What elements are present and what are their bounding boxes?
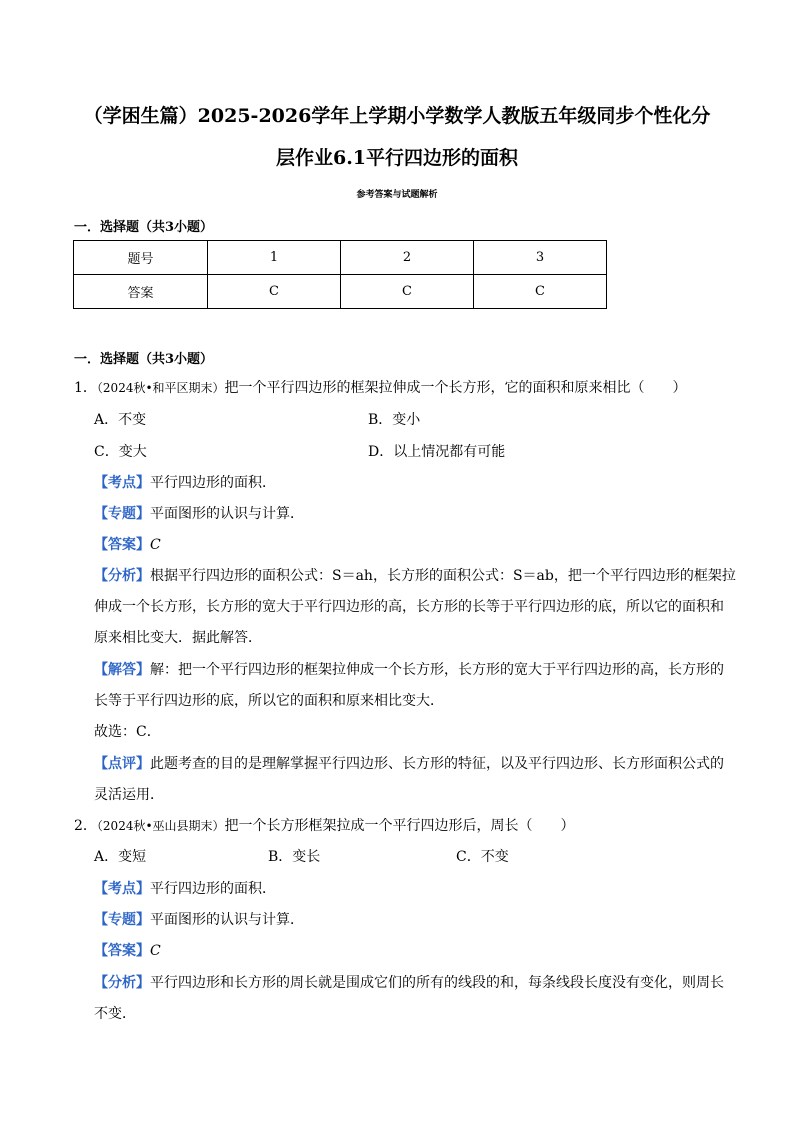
comment-tag: 【点评】	[94, 756, 150, 772]
answer-line	[94, 941, 161, 961]
solution-line-1	[94, 660, 724, 680]
question-number-cell: 3	[474, 241, 607, 275]
answer-text: C	[150, 537, 161, 553]
kaodian-text: 平行四边形的面积．	[150, 881, 276, 897]
question-text: 把一个长方形框架拉成一个平行四边形后，周长（ ）	[224, 818, 575, 834]
answer-cell: C	[341, 275, 474, 309]
option-c: C．不变	[456, 849, 509, 865]
zhuanti-text: 平面图形的认识与计算．	[150, 912, 304, 928]
option-a: A．不变	[94, 412, 147, 428]
solution-text: 解：把一个平行四边形的框架拉伸成一个长方形，长方形的宽大于平行四边形的高，长方形的	[150, 662, 724, 678]
document-title-line-2: 层作业6.1平行四边形的面积	[275, 147, 519, 169]
option-c: C．变大	[94, 444, 147, 460]
chosen-answer: 故选：C．	[94, 724, 161, 740]
kaodian-line	[94, 879, 276, 899]
option-b: B．变小	[368, 412, 421, 428]
analysis-line-2: 伸成一个长方形，长方形的宽大于平行四边形的高，长方形的长等于平行四边形的底，所以它的面积和	[94, 599, 724, 615]
question-2-stem	[74, 816, 575, 836]
analysis-line-3: 原来相比变大．据此解答．	[94, 630, 262, 646]
answer-table	[73, 240, 607, 309]
question-number-cell: 2	[341, 241, 474, 275]
question-1-stem	[74, 378, 687, 398]
kaodian-tag: 【考点】	[94, 475, 150, 491]
answer-cell: C	[474, 275, 607, 309]
section-heading: 一．选择题（共3小题）	[74, 220, 214, 235]
zhuanti-line	[94, 504, 304, 524]
analysis-tag: 【分析】	[94, 975, 150, 991]
answer-tag: 【答案】	[94, 943, 150, 959]
kaodian-line	[94, 473, 276, 493]
kaodian-text: 平行四边形的面积．	[150, 475, 276, 491]
zhuanti-line	[94, 910, 304, 930]
document-title-line-1: （学困生篇）2025-2026学年上学期小学数学人教版五年级同步个性化分	[83, 105, 711, 127]
answer-table-row	[74, 275, 607, 309]
solution-tag: 【解答】	[94, 662, 150, 678]
zhuanti-tag: 【专题】	[94, 506, 150, 522]
kaodian-tag: 【考点】	[94, 881, 150, 897]
question-number: 1．	[74, 380, 97, 396]
answer-text: C	[150, 943, 161, 959]
document-subtitle: 参考答案与试题解析	[356, 190, 438, 200]
comment-line-2: 灵活运用．	[94, 787, 164, 803]
analysis-line-1	[94, 566, 736, 586]
answer-line	[94, 535, 161, 555]
analysis-text: 平行四边形和长方形的周长就是围成它们的所有的线段的和，每条线段长度没有变化，则周长	[150, 975, 724, 991]
option-b: B．变长	[268, 849, 321, 865]
analysis-line-1	[94, 973, 724, 993]
answer-table-row	[74, 241, 607, 275]
comment-text: 此题考查的目的是理解掌握平行四边形、长方形的特征，以及平行四边形、长方形面积公式的	[150, 756, 724, 772]
analysis-tag: 【分析】	[94, 568, 150, 584]
option-a: A．变短	[94, 849, 147, 865]
question-source: （2024秋•和平区期末）	[96, 381, 225, 395]
answer-tag: 【答案】	[94, 537, 150, 553]
question-text: 把一个平行四边形的框架拉伸成一个长方形，它的面积和原来相比（ ）	[224, 380, 687, 396]
comment-line-1	[94, 754, 724, 774]
row-header: 答案	[74, 275, 208, 309]
question-source: （2024秋•巫山县期末）	[96, 819, 225, 833]
analysis-text: 根据平行四边形的面积公式：S＝ah，长方形的面积公式：S＝ab，把一个平行四边形的框架拉	[150, 568, 736, 584]
question-number-cell: 1	[208, 241, 341, 275]
option-d: D．以上情况都有可能	[368, 444, 506, 460]
question-number: 2．	[74, 818, 97, 834]
zhuanti-tag: 【专题】	[94, 912, 150, 928]
section-heading-2: 一．选择题（共3小题）	[74, 352, 214, 367]
zhuanti-text: 平面图形的认识与计算．	[150, 506, 304, 522]
answer-cell: C	[208, 275, 341, 309]
solution-line-2: 长等于平行四边形的底，所以它的面积和原来相比变大．	[94, 693, 444, 709]
analysis-line-2: 不变．	[94, 1006, 136, 1022]
row-header: 题号	[74, 241, 208, 275]
